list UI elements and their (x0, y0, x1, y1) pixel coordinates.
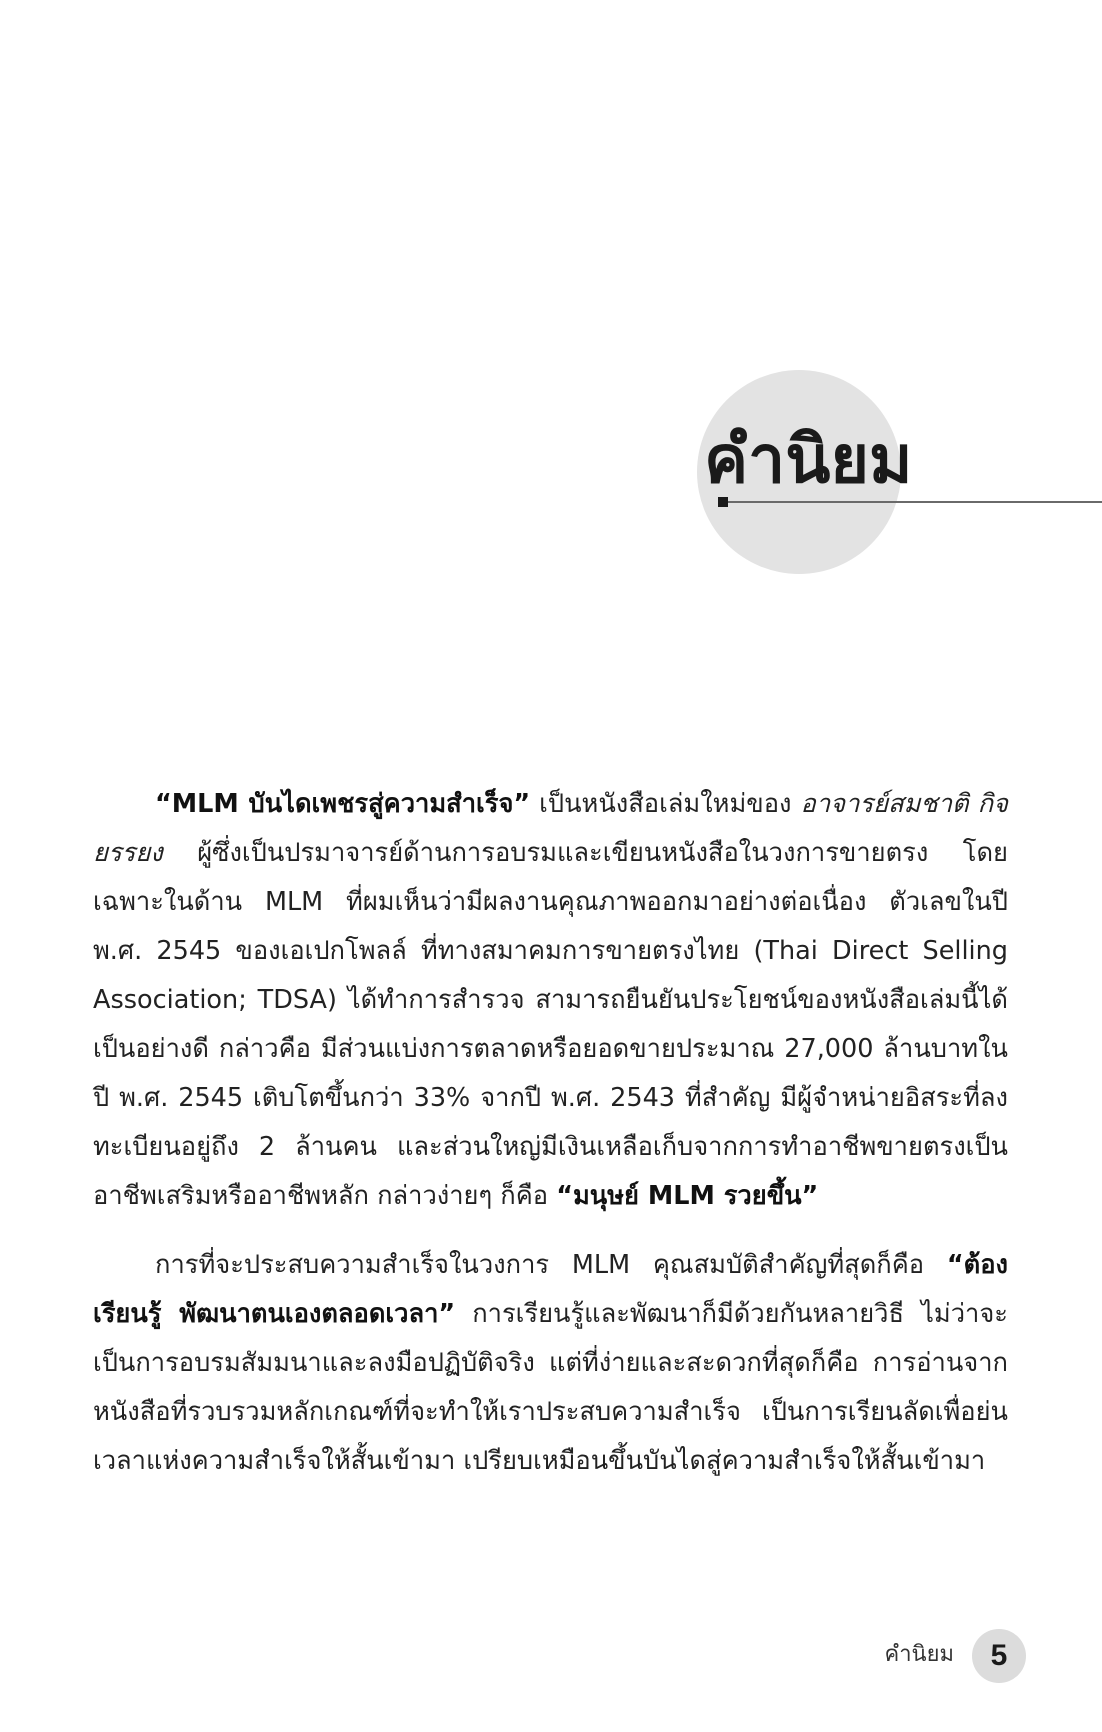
page-number-badge (972, 1629, 1026, 1683)
book-title: “MLM บันไดเพชรสู่ความสำเร็จ” (155, 789, 531, 819)
paragraph-2 (93, 1241, 1008, 1486)
chapter-title: คำนิยม (704, 421, 913, 498)
paragraph-2-emphasis: “ต้องเรียนรู้ พัฒนาตนเองตลอดเวลา” (93, 1250, 1008, 1329)
paragraph-1-text-b: ผู้ซึ่งเป็นปรมาจารย์ด้านการอบรมและเขียนหนังสือในวงการขายตรง โดยเฉพาะในด้าน MLM ที่ผมเห็นว่ามีผลงานคุณภาพออกมาอย่างต่อเนื่อง ตัวเลขในปี พ.ศ. 2545 ของเอเปกโพลล์ ที่ทางสมาคมการขายตรงไทย (Thai Direct Selling Association; TDSA) ได้ทำการสำรวจ สามารถยืนยันประโยชน์ของหนังสือเล่มนี้ได้เป็นอย่างดี กล่าวคือ มีส่วนแบ่งการตลาดหรือยอดขายประมาณ 27,000 ล้านบาทในปี พ.ศ. 2545 เติบโตขึ้นกว่า 33% จากปี พ.ศ. 2543 ที่สำคัญ มีผู้จำหน่ายอิสระที่ลงทะเบียนอยู่ถึง 2 ล้านคน และส่วนใหญ่มีเงินเหลือเก็บจากการทำอาชีพขายตรงเป็นอาชีพเสริมหรืออาชีพหลัก กล่าวง่ายๆ ก็คือ (93, 838, 1008, 1211)
page-number: 5 (990, 1639, 1008, 1672)
paragraph-2-text-b: การเรียนรู้และพัฒนาก็มีด้วยกันหลายวิธี ไม่ว่าจะเป็นการอบรมสัมมนาและลงมือปฏิบัติจริง แต่ที่ง่ายและสะดวกที่สุดก็คือ การอ่านจากหนังสือที่รวบรวมหลักเกณฑ์ที่จะทำให้เราประสบความสำเร็จ เป็นการเรียนลัดเพื่อย่นเวลาแห่งความสำเร็จให้สั้นเข้ามา เปรียบเหมือนขึ้นบันไดสู่ความสำเร็จให้สั้นเข้ามา (93, 1299, 1008, 1476)
paragraph-1 (93, 780, 1008, 1221)
paragraph-1-text-a: เป็นหนังสือเล่มใหม่ของ (530, 789, 801, 819)
running-footer-label: คำนิยม (884, 1642, 954, 1667)
paragraph-1-closing: “มนุษย์ MLM รวยขึ้น” (556, 1181, 819, 1211)
title-rule-line (722, 501, 1102, 503)
body-text (93, 780, 1008, 1486)
author-name: อาจารย์สมชาติ กิจยรรยง (93, 789, 1009, 868)
paragraph-2-text-a: การที่จะประสบความสำเร็จในวงการ MLM คุณสมบัติสำคัญที่สุดก็คือ (155, 1250, 947, 1280)
